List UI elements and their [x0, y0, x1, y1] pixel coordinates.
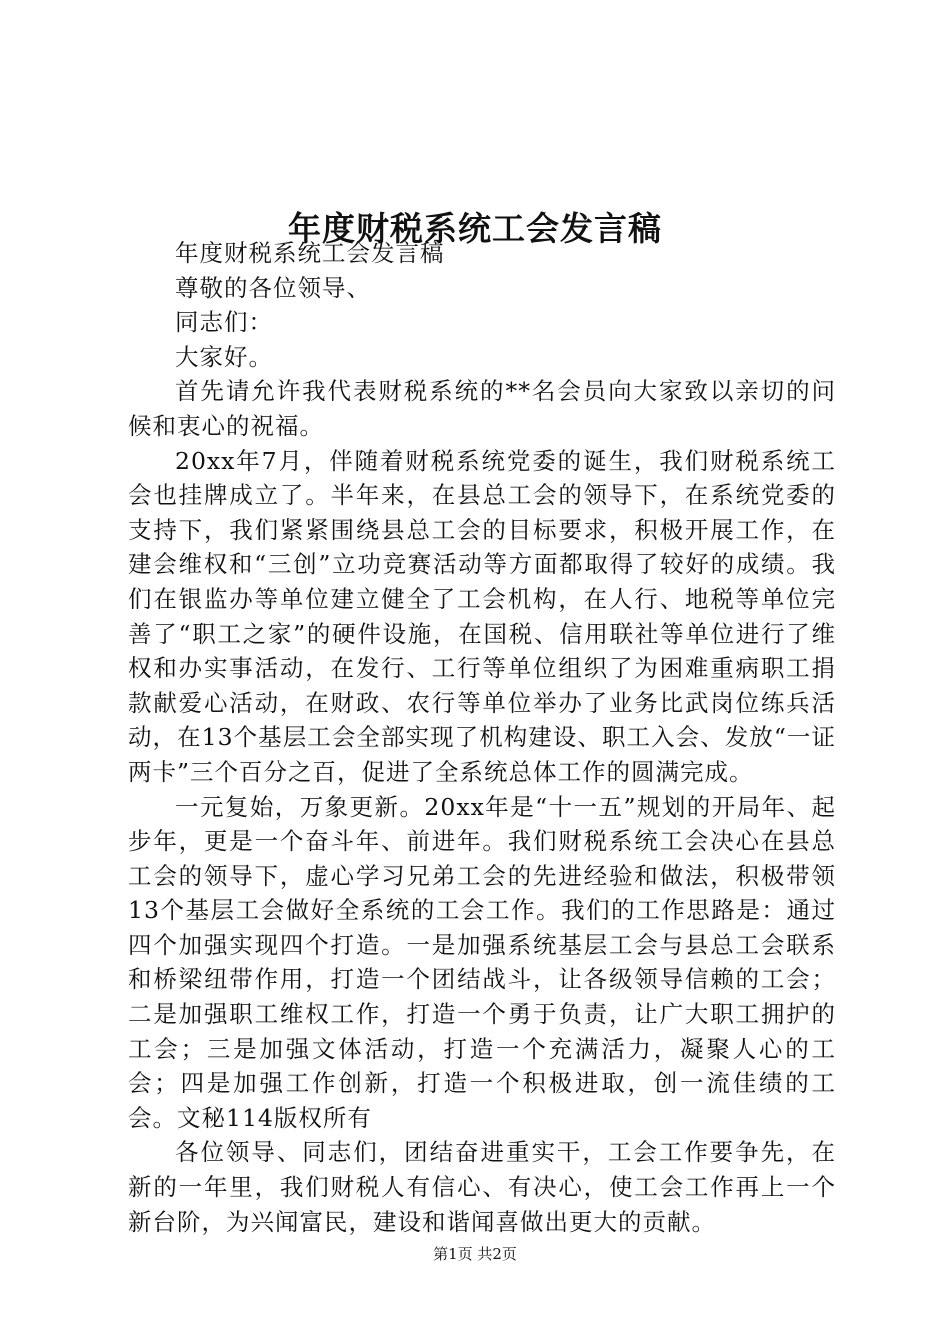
paragraph-salutation-2: 同志们： [175, 308, 273, 337]
document-body [128, 236, 836, 1239]
paragraph-achievements: 20xx年7月，伴随着财税系统党委的诞生，我们财税系统工会也挂牌成立了。半年来，在县总工会的领导下，在系统党委的支持下，我们紧紧围绕县总工会的目标要求，积极开展工作，在建会维权和“三创”立功竞赛活动等方面都取得了较好的成绩。我们在银监办等单位建立健全了工会机构，在人行、地税等单位完善了“职工之家”的硬件设施，在国税、信用联社等单位进行了维权和办实事活动，在发行、工行等单位组织了为困难重病职工捐款献爱心活动，在财政、农行等单位举办了业务比武岗位练兵活动，在13个基层工会全部实现了机构建设、职工入会、发放“一证两卡”三个百分之百，促进了全系统总体工作的圆满完成。 [128, 446, 836, 786]
document-title: 年度财税系统工会发言稿 [288, 209, 662, 249]
paragraph-closing: 各位领导、同志们，团结奋进重实干，工会工作要争先，在新的一年里，我们财税人有信心、有决心，使工会工作再上一个新台阶，为兴闻富民，建设和谐闻喜做出更大的贡献。 [128, 1138, 836, 1236]
paragraph-salutation: 尊敬的各位领导、 [175, 273, 371, 302]
paragraph-heading: 年度财税系统工会发言稿 [175, 239, 445, 267]
page-number: 第1页 共2页 [433, 1245, 517, 1263]
paragraph-plans: 一元复始，万象更新。20xx年是“十一五”规划的开局年、起步年，更是一个奋斗年、前进年。我们财税系统工会决心在县总工会的领导下，虚心学习兄弟工会的先进经验和做法，积极带领13个基层工会做好全系统的工会工作。我们的工作思路是：通过四个加强实现四个打造。一是加强系统基层工会与县总工会联系和桥梁纽带作用，打造一个团结战斗，让各级领导信赖的工会；二是加强职工维权工作，打造一个勇于负责，让广大职工拥护的工会；三是加强文体活动，打造一个充满活力，凝聚人心的工会；四是加强工作创新，打造一个积极进取，创一流佳绩的工会。文秘114版权所有 [128, 792, 836, 1132]
paragraph-intro: 首先请允许我代表财税系统的**名会员向大家致以亲切的问候和衷心的祝福。 [128, 377, 836, 440]
paragraph-greeting: 大家好。 [175, 342, 273, 371]
